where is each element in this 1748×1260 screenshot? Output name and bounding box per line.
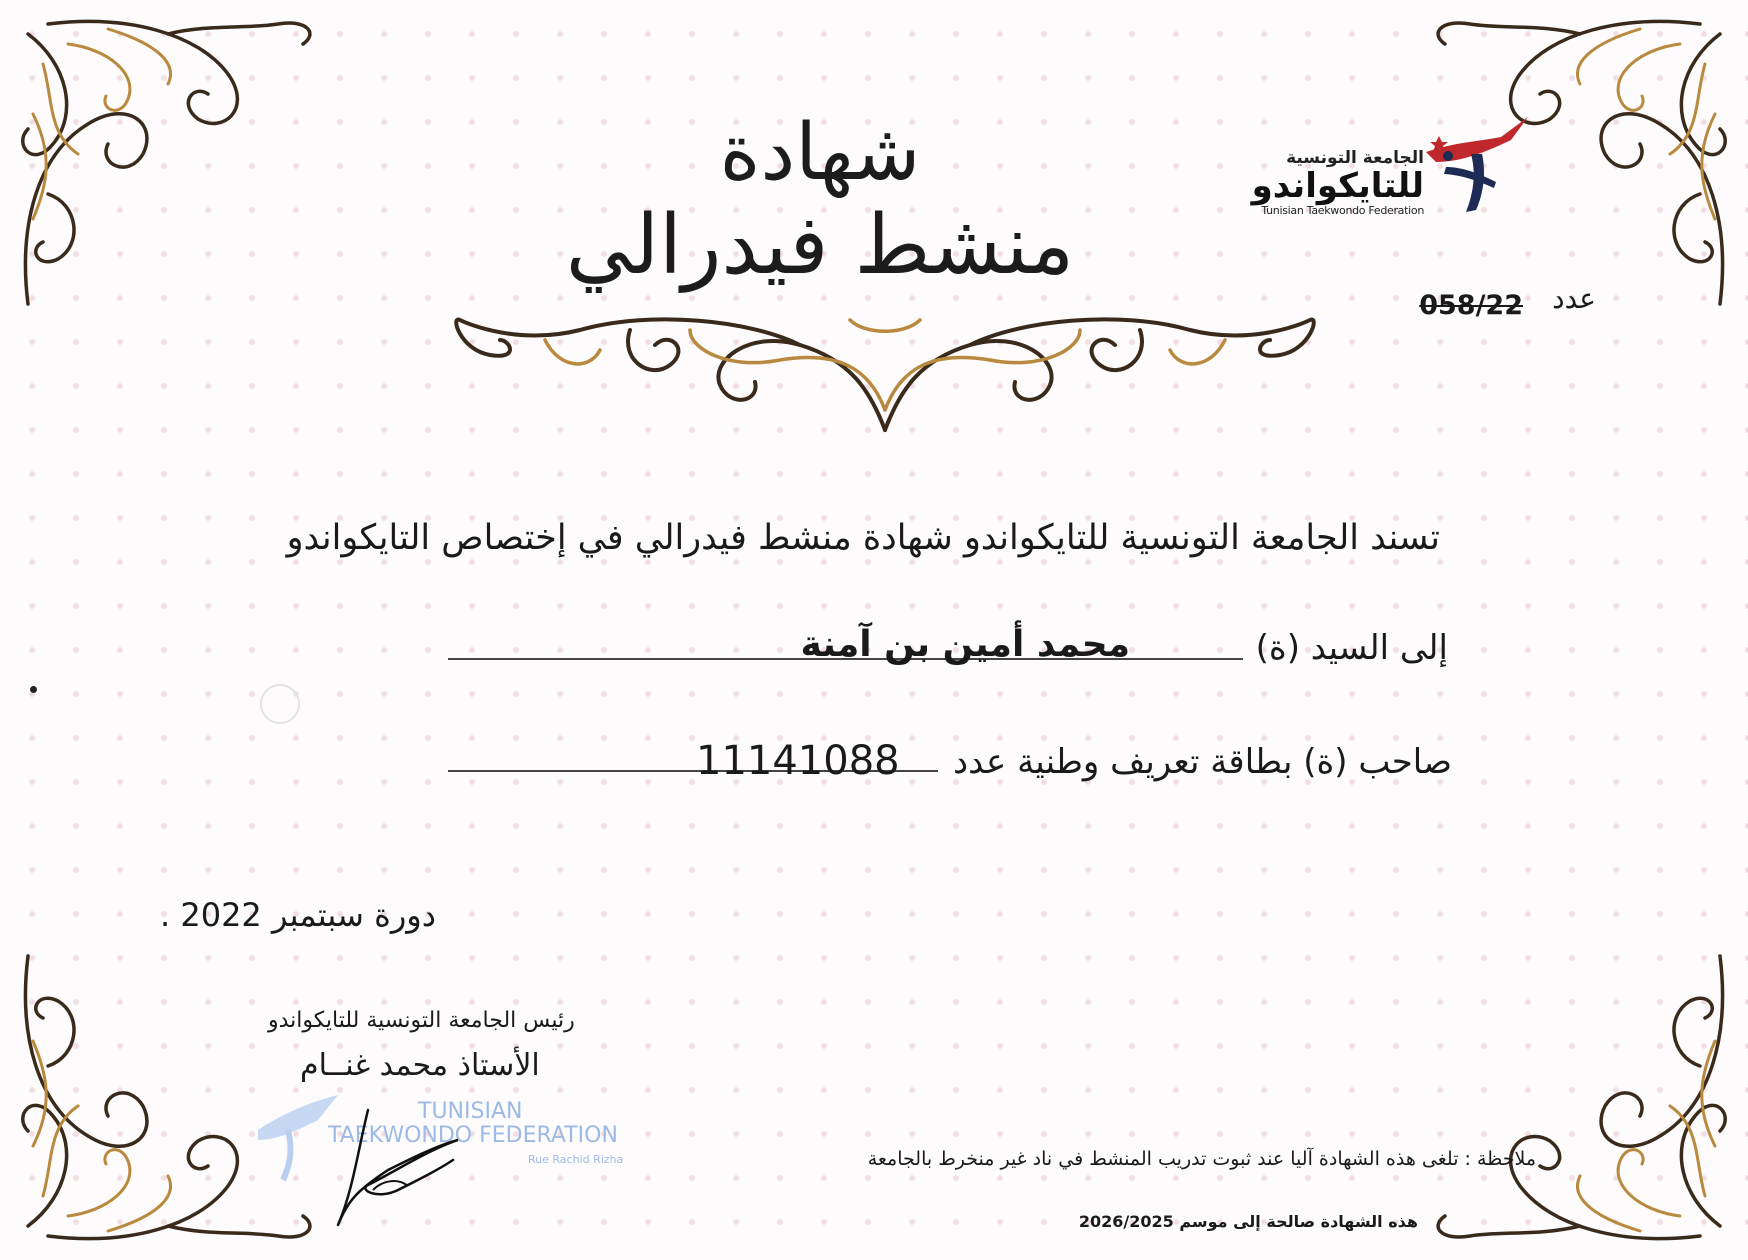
federation-logo [1236, 112, 1536, 222]
stamp-line2: TAEKWONDO FEDERATION [328, 1123, 618, 1148]
reference-label: عدد [1552, 282, 1596, 315]
logo-text [1252, 148, 1424, 217]
president-name: الأستاذ محمد غنــام [300, 1048, 540, 1083]
ink-dot [30, 686, 37, 693]
stamp-line1: TUNISIAN [418, 1099, 523, 1124]
certificate-title: شهادة [719, 108, 921, 198]
recipient-label: إلى السيد (ة) [1255, 628, 1448, 668]
id-card-label: صاحب (ة) بطاقة تعريف وطنية عدد [953, 742, 1452, 782]
stamp-line3: Rue Rachid Rizha [528, 1153, 624, 1166]
logo-arabic-line1: الجامعة التونسية [1286, 148, 1424, 168]
president-title: رئيس الجامعة التونسية للتايكواندو [268, 1008, 575, 1033]
grant-statement: تسند الجامعة التونسية للتايكواندو شهادة منشط فيدرالي في إختصاص التايكواندو [286, 518, 1440, 558]
corner-ornament-bottom-right [1400, 916, 1740, 1256]
ornamental-divider [450, 290, 1320, 440]
session-date: دورة سبتمبر 2022 . [160, 896, 436, 934]
reference-number: 058/22 [1419, 290, 1523, 321]
validity-statement: هذه الشهادة صالحة إلى موسم 2026/2025 [1078, 1212, 1418, 1231]
logo-arabic-line2: للتايكواندو [1251, 166, 1424, 206]
federation-stamp [248, 1090, 624, 1230]
signature [248, 1090, 598, 1230]
punch-hole [260, 684, 300, 724]
id-card-number: 11141088 [696, 738, 900, 784]
corner-ornament-top-left [8, 4, 348, 344]
logo-english-name: Tunisian Taekwondo Federation [1261, 204, 1424, 217]
recipient-name: محمد أمين بن آمنة [800, 624, 1130, 665]
certificate-subtitle: منشط فيدرالي [565, 198, 1075, 293]
cancellation-note: ملاحظة : تلغى هذه الشهادة آليا عند ثبوت تدريب المنشط في ناد غير منخرط بالجامعة [867, 1148, 1536, 1170]
taekwondo-kicker-icon [1416, 112, 1536, 222]
